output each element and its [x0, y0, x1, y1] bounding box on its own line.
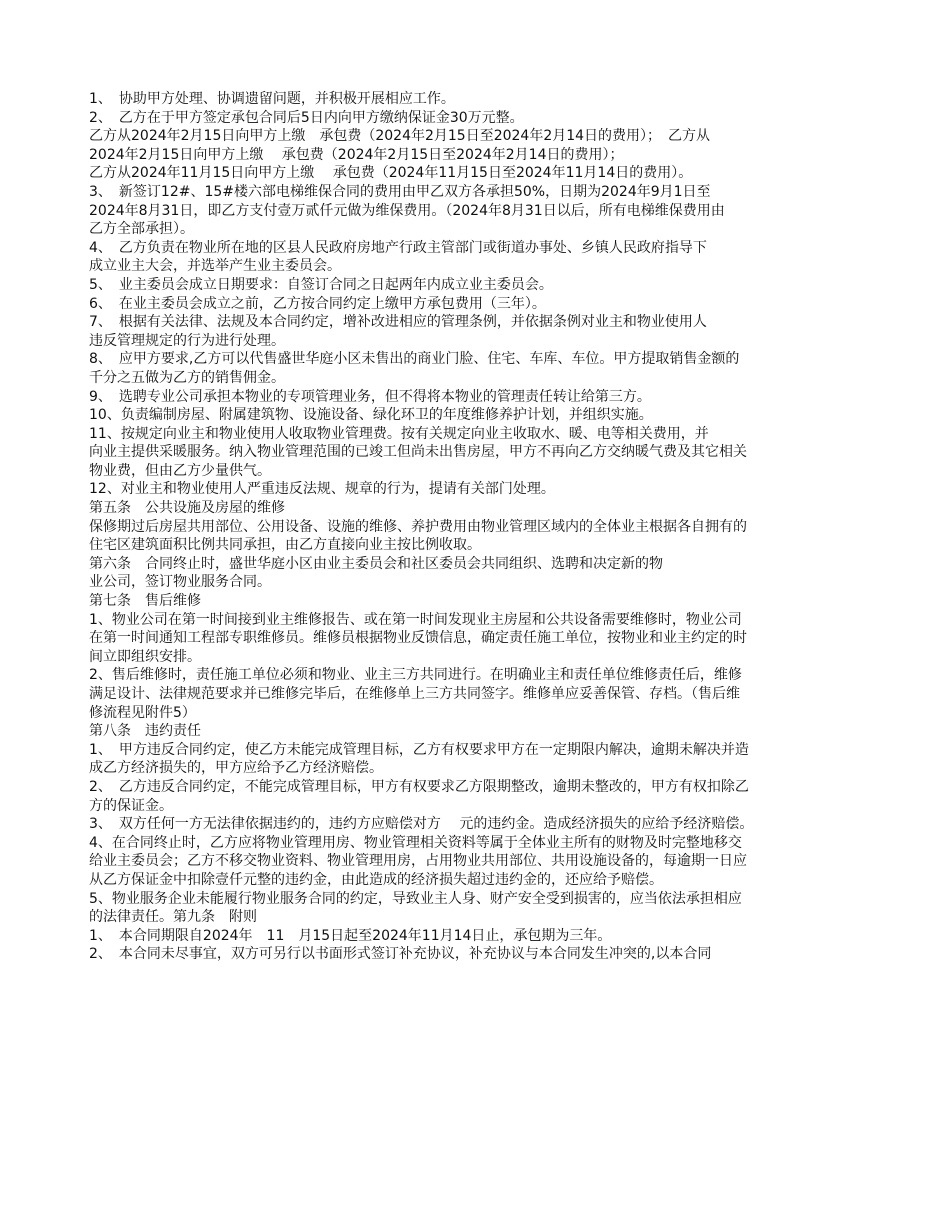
text-line: 12、对业主和物业使用人严重违反法规、规章的行为，提请有关部门处理。 [89, 481, 555, 498]
text-line: 住宅区建筑面积比例共同承担，由乙方直接向业主按比例收取。 [89, 537, 481, 554]
text-line: 乙方从2024年11月15日向甲方上缴 承包费（2024年11月15日至2024年11月14日的费用）。 [89, 165, 693, 182]
text-line: 方的保证金。 [89, 797, 173, 814]
text-line: 5、 业主委员会成立日期要求：自签订合同之日起两年内成立业主委员会。 [89, 276, 553, 293]
text-line: 2、 乙方在于甲方签定承包合同后5日内向甲方缴纳保证金30万元整。 [89, 109, 524, 126]
text-line: 2024年8月31日，即乙方支付壹万贰仟元做为维保费用。（2024年8月31日以后，所有电梯维保费用由 [89, 202, 725, 219]
text-line: 7、 根据有关法律、法规及本合同约定，增补改进相应的管理条例，并依据条例对业主和物业使用人 [89, 314, 707, 331]
text-line: 10、负责编制房屋、附属建筑物、设施设备、绿化环卫的年度维修养护计划，并组织实施。 [89, 407, 653, 424]
text-line: 4、在合同终止时，乙方应将物业管理用房、物业管理相关资料等属于全体业主所有的财物及时完整地移交 [89, 834, 742, 851]
text-line: 11、按规定向业主和物业使用人收取物业管理费。按有关规定向业主收取水、暖、电等相关费用，并 [89, 425, 709, 442]
section-heading: 第五条 公共设施及房屋的维修 [89, 500, 285, 517]
text-line: 向业主提供采暖服务。纳入物业管理范围的已竣工但尚未出售房屋，甲方不再向乙方交纳暖气费及其它相关 [89, 444, 747, 461]
text-line: 2、 本合同未尽事宜，双方可另行以书面形式签订补充协议，补充协议与本合同发生冲突的,以本合同 [89, 946, 712, 963]
text-line: 6、 在业主委员会成立之前，乙方按合同约定上缴甲方承包费用（三年）。 [89, 295, 546, 312]
text-line: 2024年2月15日向甲方上缴 承包费（2024年2月15日至2024年2月14日的费用）； [89, 146, 624, 163]
text-line: 间立即组织安排。 [89, 648, 201, 665]
text-line: 成立业主大会，并选举产生业主委员会。 [89, 258, 341, 275]
text-line: 3、 双方任何一方无法律依据违约的，违约方应赔偿对方 元的违约金。造成经济损失的应给予经济赔偿。 [89, 816, 754, 833]
text-line: 1、 本合同期限自2024年 11 月15日起至2024年11月14日止，承包期为三年。 [89, 927, 612, 944]
text-line: 1、 甲方违反合同约定，使乙方未能完成管理目标，乙方有权要求甲方在一定期限内解决，逾期未解决并造 [89, 741, 749, 758]
text-line: 满足设计、法律规范要求并已维修完毕后，在维修单上三方共同签字。维修单应妥善保管、存档。（售后维 [89, 686, 740, 702]
text-line: 的法律责任。第九条 附则 [89, 909, 257, 926]
text-line: 业公司，签订物业服务合同。 [89, 574, 271, 591]
document-body [89, 90, 869, 964]
text-line: 8、 应甲方要求,乙方可以代售盛世华庭小区未售出的商业门脸、住宅、车库、车位。甲方提取销售金额的 [89, 351, 740, 368]
text-line: 千分之五做为乙方的销售佣金。 [89, 369, 285, 386]
section-heading: 第六条 合同终止时，盛世华庭小区由业主委员会和社区委员会共同组织、选聘和决定新的物 [89, 555, 663, 572]
text-line: 2、售后维修时，责任施工单位必须和物业、业主三方共同进行。在明确业主和责任单位维修责任后，维修 [89, 667, 742, 684]
text-line: 5、物业服务企业未能履行物业服务合同的约定，导致业主人身、财产安全受到损害的，应当依法承担相应 [89, 890, 742, 907]
text-line: 违反管理规定的行为进行处理。 [89, 332, 285, 349]
text-line: 2、 乙方违反合同约定，不能完成管理目标，甲方有权要求乙方限期整改，逾期未整改的，甲方有权扣除乙 [89, 778, 749, 795]
section-heading: 第八条 违约责任 [89, 723, 201, 740]
text-line: 3、 新签订12#、15#楼六部电梯维保合同的费用由甲乙双方各承担50%，日期为2024年9月1日至 [89, 183, 711, 200]
text-line: 从乙方保证金中扣除壹仟元整的违约金，由此造成的经济损失超过违约金的，还应给予赔偿。 [89, 871, 663, 888]
text-line: 物业费，但由乙方少量供气。 [89, 462, 271, 479]
text-line: 1、 协助甲方处理、协调遗留问题，并积极开展相应工作。 [89, 91, 455, 107]
text-line: 4、 乙方负责在物业所在地的区县人民政府房地产行政主管部门或街道办事处、乡镇人民政府指导下 [89, 239, 707, 256]
section-heading: 第七条 售后维修 [89, 593, 201, 610]
text-line: 给业主委员会；乙方不移交物业资料、物业管理用房，占用物业共用部位、共用设施设备的，每逾期一日应 [89, 853, 747, 870]
text-line: 修流程见附件5） [89, 704, 196, 721]
text-line: 1、物业公司在第一时间接到业主维修报告、或在第一时间发现业主房屋和公共设备需要维修时，物业公司 [89, 611, 742, 628]
text-line: 保修期过后房屋共用部位、公用设备、设施的维修、养护费用由物业管理区域内的全体业主根据各自拥有的 [89, 518, 747, 535]
text-line: 乙方从2024年2月15日向甲方上缴 承包费（2024年2月15日至2024年2月14日的费用）； 乙方从 [89, 128, 711, 145]
text-line: 在第一时间通知工程部专职维修员。维修员根据物业反馈信息，确定责任施工单位，按物业和业主约定的时 [89, 630, 747, 647]
text-line: 成乙方经济损失的，甲方应给予乙方经济赔偿。 [89, 760, 383, 777]
text-line: 9、 选聘专业公司承担本物业的专项管理业务，但不得将本物业的管理责任转让给第三方。 [89, 388, 651, 405]
text-line: 乙方全部承担）。 [89, 221, 194, 238]
